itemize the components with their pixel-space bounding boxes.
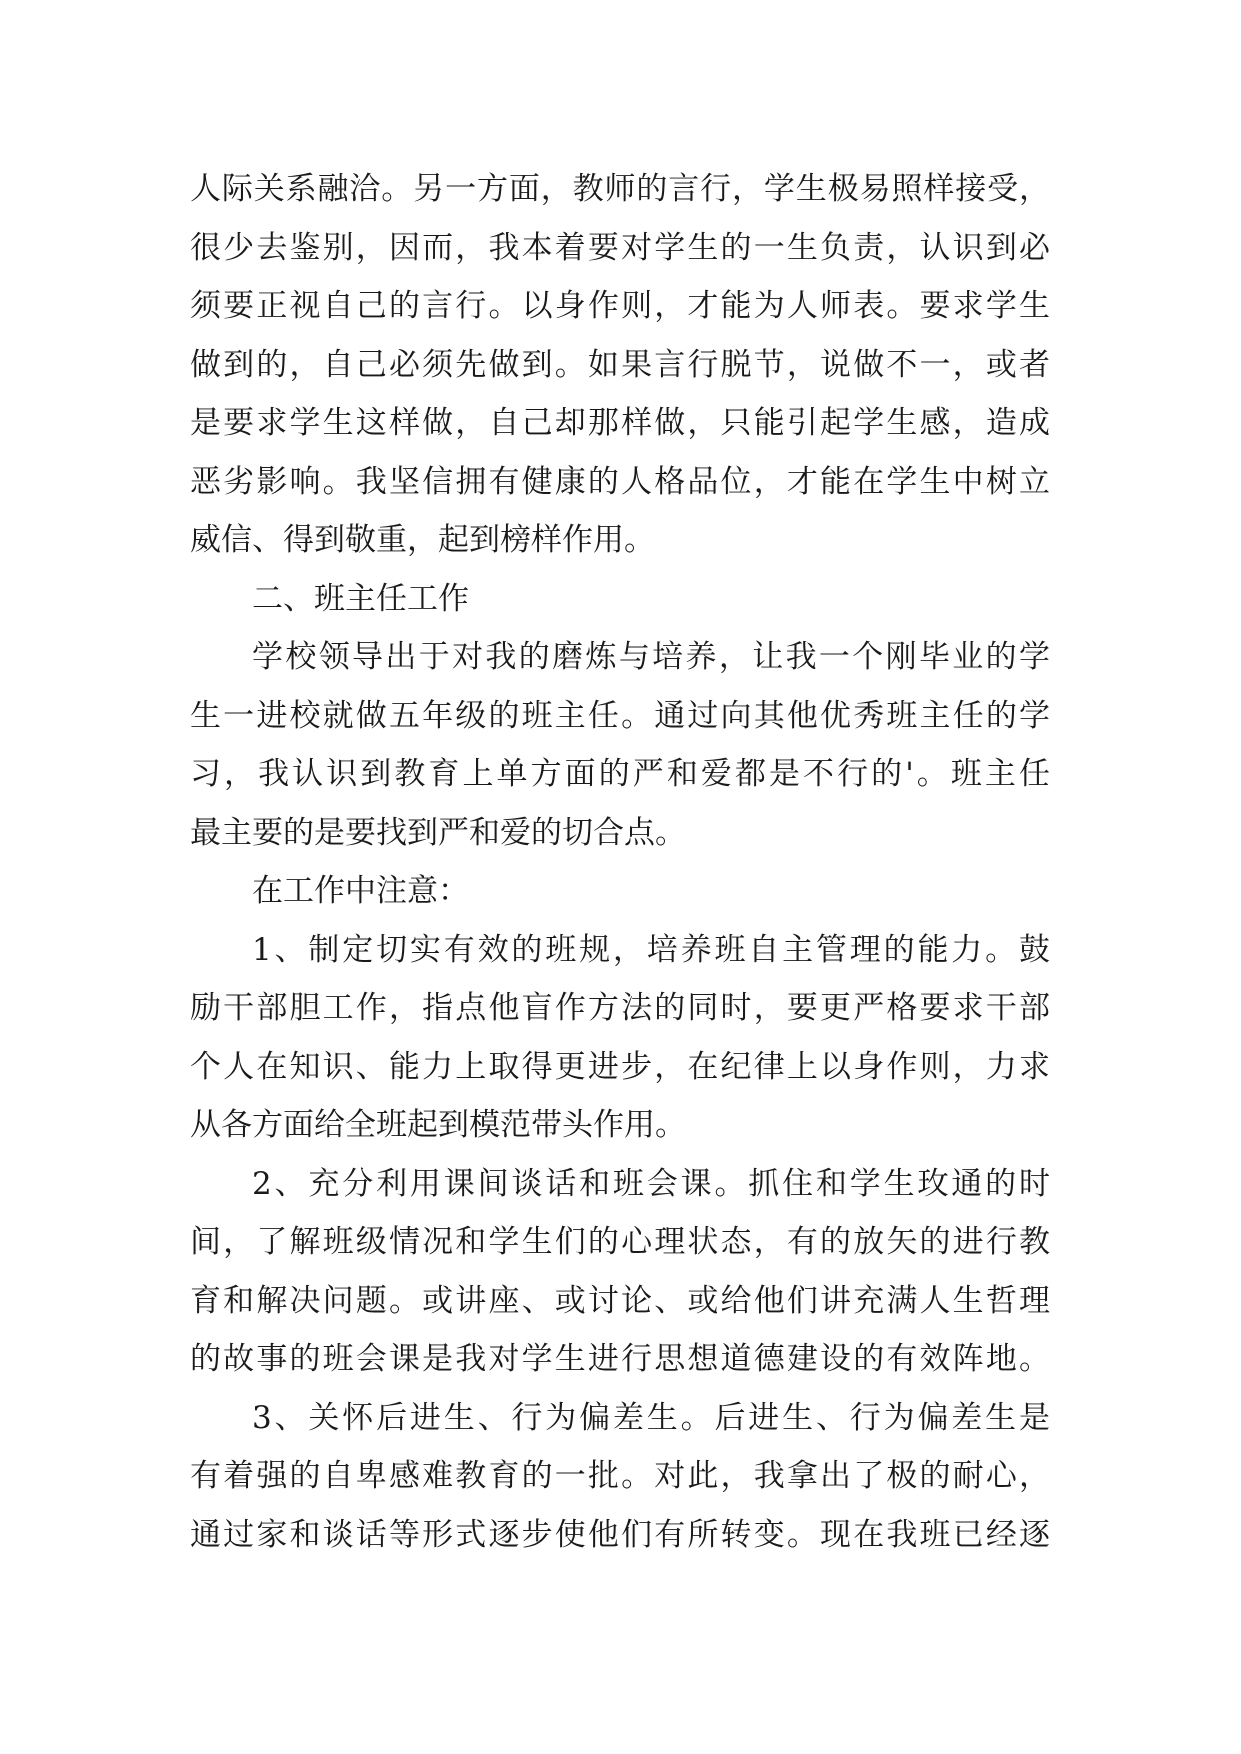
text-line: 学校领导出于对我的磨炼与培养，让我一个刚毕业的学 bbox=[252, 639, 1050, 675]
text-line: 有着强的自卑感难教育的一批。对此，我拿出了极的耐心， bbox=[190, 1458, 1050, 1494]
text-line: 的故事的班会课是我对学生进行思想道德建设的有效阵地。 bbox=[190, 1341, 1050, 1377]
text-line: 通过家和谈话等形式逐步使他们有所转变。现在我班已经逐 bbox=[190, 1516, 1050, 1553]
text-line: 励干部胆工作，指点他盲作方法的同时，要更严格要求干部 bbox=[190, 990, 1050, 1026]
text-line: 最主要的是要找到严和爱的切合点。 bbox=[190, 814, 686, 851]
text-line: 很少去鉴别，因而，我本着要对学生的一生负责，认识到必 bbox=[190, 229, 1050, 266]
section-heading: 二、班主任工作 bbox=[252, 580, 469, 617]
text-line: 2、充分利用课间谈话和班会课。抓住和学生玫通的时 bbox=[252, 1165, 1050, 1202]
text-line: 3、关怀后进生、行为偏差生。后进生、行为偏差生是 bbox=[252, 1399, 1050, 1436]
text-line: 人际关系融洽。另一方面，教师的言行，学生极易照样接受， bbox=[190, 171, 1050, 207]
text-line: 1、制定切实有效的班规，培养班自主管理的能力。鼓 bbox=[252, 931, 1050, 968]
text-line: 间，了解班级情况和学生们的心理状态，有的放矢的进行教 bbox=[190, 1224, 1050, 1260]
text-line: 育和解决问题。或讲座、或讨论、或给他们讲充满人生哲理 bbox=[190, 1282, 1050, 1319]
text-line: 是要求学生这样做，自己却那样做，只能引起学生感，造成 bbox=[190, 405, 1050, 441]
text-line: 威信、得到敬重，起到榜样作用。 bbox=[190, 522, 655, 558]
text-line: 习，我认识到教育上单方面的严和爱都是不行的'。班主任 bbox=[190, 756, 1050, 792]
text-line: 生一进校就做五年级的班主任。通过向其他优秀班主任的学 bbox=[190, 697, 1050, 734]
text-line: 在工作中注意： bbox=[252, 873, 469, 909]
text-line: 个人在知识、能力上取得更进步，在纪律上以身作则，力求 bbox=[190, 1048, 1050, 1085]
text-line: 恶劣影响。我坚信拥有健康的人格品位，才能在学生中树立 bbox=[190, 463, 1050, 500]
text-line: 从各方面给全班起到模范带头作用。 bbox=[190, 1107, 686, 1143]
text-line: 做到的，自己必须先做到。如果言行脱节，说做不一，或者 bbox=[190, 346, 1050, 383]
body-text bbox=[190, 160, 1050, 1564]
text-line: 须要正视自己的言行。以身作则，才能为人师表。要求学生 bbox=[190, 288, 1050, 324]
